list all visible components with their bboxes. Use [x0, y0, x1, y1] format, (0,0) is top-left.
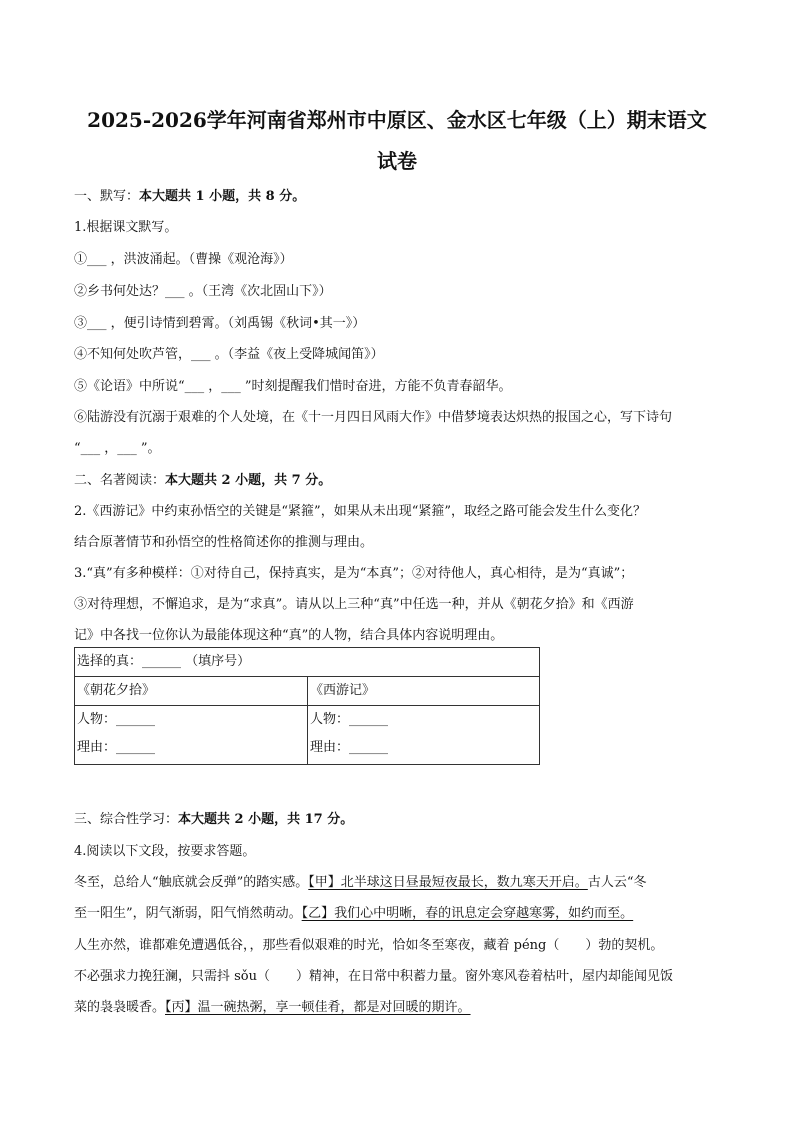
sentence-yi: 【乙】我们心中明晰，春的讯息定会穿越寒雾，如约而至。 — [301, 906, 634, 921]
person-field-2: 人物：______ — [310, 712, 389, 727]
question-1-item-6: ⑥陆游没有沉溺于艰难的个人处境，在《十一月四日风雨大作》中借梦境表达炽热的报国之心，写下诗句 — [74, 410, 673, 425]
passage-line-2 — [74, 902, 633, 921]
question-1-item-4: ④不知何处吹芦管，___ 。（李益《夜上受降城闻笛》） — [74, 347, 384, 362]
section-2-prefix: 二、名著阅读： — [74, 473, 166, 488]
passage-text: 至一阳生”，阴气渐弱，阳气悄然萌动。 — [74, 906, 302, 921]
table-answer-cell-1[interactable] — [75, 706, 308, 765]
exam-title-line-1: 2025-2026学年河南省郑州市中原区、金水区七年级（上）期末语文 — [87, 108, 707, 132]
reason-field-2: 理由：______ — [310, 740, 389, 755]
table-choose-cell[interactable]: 选择的真：______ （填序号） — [75, 648, 540, 677]
section-1-info: 本大题共 1 小题，共 8 分。 — [139, 189, 306, 204]
question-2-line-1: 2.《西游记》中约束孙悟空的关键是“紧箍”，如果从未出现“紧箍”，取经之路可能会发生什么变化？ — [74, 504, 646, 519]
table-answer-cell-2[interactable] — [308, 706, 540, 765]
person-field-1: 人物：______ — [77, 712, 156, 727]
section-2-info: 本大题共 2 小题，共 7 分。 — [165, 473, 332, 488]
section-1-heading — [74, 185, 305, 204]
question-1-item-2: ②乡书何处达？___ 。（王湾《次北固山下》） — [74, 284, 332, 299]
section-3-info: 本大题共 2 小题，共 17 分。 — [178, 812, 354, 827]
question-4-stem: 4.阅读以下文段，按要求答题。 — [74, 844, 256, 859]
answer-table — [74, 647, 540, 765]
section-1-prefix: 一、默写： — [74, 189, 140, 204]
passage-text: 菜的袅袅暖香。 — [74, 1000, 166, 1015]
sentence-jia: 【甲】北半球这日昼最短夜最长，数九寒天开启。 — [308, 875, 588, 890]
question-1-item-6-answer: “___ ，___ ”。 — [74, 441, 161, 456]
section-3-prefix: 三、综合性学习： — [74, 812, 179, 827]
question-3-line-2: ③对待理想，不懈追求，是为“求真”。请从以上三种“真”中任选一种，并从《朝花夕拾》和《西游 — [74, 597, 634, 612]
question-1-item-5: ⑤《论语》中所说“___ ，___ ”时刻提醒我们惜时奋进，方能不负青春韶华。 — [74, 379, 512, 394]
passage-line-4: 不必强求力挽狂澜，只需抖 sǒu（ ）精神，在日常中积蓄力量。窗外寒风卷着枯叶，屋内却能闻见饭 — [74, 969, 674, 984]
passage-text: 冬至，总给人“触底就会反弹”的踏实感。 — [74, 875, 309, 890]
table-header-zhaohuaxishi: 《朝花夕拾》 — [75, 677, 308, 706]
question-2-line-2: 结合原著情节和孙悟空的性格简述你的推测与理由。 — [74, 535, 374, 550]
exam-title-line-2: 试卷 — [377, 149, 417, 173]
sentence-bing: 【丙】温一碗热粥，享一顿佳肴，都是对回暖的期许。 — [165, 1000, 471, 1015]
question-3-line-3: 记》中各找一位你认为最能体现这种“真”的人物，结合具体内容说明理由。 — [74, 628, 504, 643]
table-header-xiyouji: 《西游记》 — [308, 677, 540, 706]
question-1-item-1: ①___ ，洪波涌起。（曹操《观沧海》） — [74, 252, 293, 267]
question-1-stem: 1.根据课文默写。 — [74, 220, 178, 235]
passage-line-3: 人生亦然，谁都难免遭遇低谷，，那些看似艰难的时光，恰如冬至寒夜，藏着 péng（ ）勃的契机。 — [74, 938, 664, 953]
reason-field-1: 理由：______ — [77, 740, 156, 755]
passage-text: 古人云“冬 — [587, 875, 647, 890]
passage-line-1 — [74, 871, 646, 890]
passage-line-5 — [74, 996, 471, 1015]
question-3-line-1: 3.“真”有多种模样：①对待自己，保持真实，是为“本真”；②对待他人，真心相待，是为“真诚”； — [74, 566, 634, 581]
section-2-heading — [74, 469, 331, 488]
question-1-item-3: ③___ ，便引诗情到碧霄。（刘禹锡《秋词•其一》） — [74, 316, 366, 331]
section-3-heading — [74, 808, 353, 827]
